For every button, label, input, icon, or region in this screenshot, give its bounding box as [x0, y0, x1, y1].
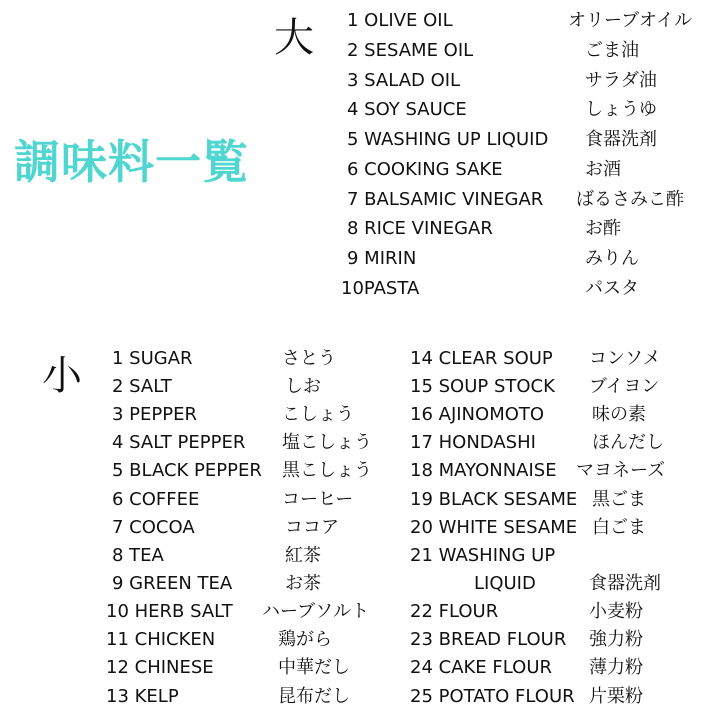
small-item-en: 9 GREEN TEA [112, 573, 233, 594]
large-item-ja: サラダ油 [585, 70, 657, 91]
small-item-en: 18 MAYONNAISE [410, 460, 557, 481]
small-item-ja: 黒こしょう [282, 460, 372, 481]
small-item-en: 22 FLOUR [410, 601, 499, 622]
small-item-ja: 昆布だし [278, 686, 350, 707]
large-item-ja: しょうゆ [585, 99, 657, 120]
small-item-ja: コンソメ [589, 348, 661, 369]
large-item-ja: 食器洗剤 [585, 129, 657, 150]
small-item-ja: コーヒー [282, 489, 354, 510]
small-item-en: 16 AJINOMOTO [410, 404, 545, 425]
small-item-en: 17 HONDASHI [410, 432, 536, 453]
small-item-en: 20 WHITE SESAME [410, 517, 578, 538]
small-item-ja: 薄力粉 [589, 657, 643, 678]
small-item-ja: 黒ごま [592, 489, 646, 510]
small-item-en: 2 SALT [112, 376, 172, 397]
large-item-ja: オリーブオイル [568, 10, 693, 31]
large-item-en: 4 SOY SAUCE [347, 99, 467, 120]
large-item-en: 1 OLIVE OIL [347, 10, 453, 31]
small-item-ja: 食器洗剤 [589, 573, 661, 594]
large-item-en: 8 RICE VINEGAR [347, 218, 493, 239]
small-item-ja: さとう [282, 348, 336, 369]
small-item-ja: 鶏がら [278, 629, 332, 650]
small-item-ja: ほんだし [592, 432, 664, 453]
small-item-ja: ブイヨン [589, 376, 660, 397]
small-item-en: 24 CAKE FLOUR [410, 657, 552, 678]
small-item-en: 11 CHICKEN [106, 629, 216, 650]
small-item-en: 1 SUGAR [112, 348, 193, 369]
small-item-en: 14 CLEAR SOUP [410, 348, 553, 369]
small-item-ja: マヨネーズ [576, 460, 666, 481]
size-label-small: 小 [42, 353, 82, 399]
large-item-ja: ばるさみこ酢 [576, 189, 684, 210]
small-item-ja: お茶 [285, 573, 321, 594]
small-item-en: 10 HERB SALT [106, 601, 233, 622]
small-item-en: 6 COFFEE [112, 489, 200, 510]
small-item-ja: ハーブソルト [262, 601, 370, 622]
size-label-large: 大 [274, 15, 314, 61]
large-item-en: 5 WASHING UP LIQUID [347, 129, 549, 150]
large-item-en: 9 MIRIN [347, 248, 417, 269]
large-item-en: 3 SALAD OIL [347, 70, 461, 91]
small-item-ja: 塩こしょう [282, 432, 372, 453]
large-item-en: 7 BALSAMIC VINEGAR [347, 189, 544, 210]
small-item-ja: 小麦粉 [589, 601, 643, 622]
small-item-en: 3 PEPPER [112, 404, 197, 425]
small-item-en: 19 BLACK SESAME [410, 489, 578, 510]
small-item-en: 25 POTATO FLOUR [410, 686, 575, 707]
large-item-ja: みりん [585, 248, 639, 269]
small-item-en: 4 SALT PEPPER [112, 432, 246, 453]
small-item-ja: 味の素 [592, 404, 646, 425]
small-item-en: LIQUID [474, 573, 536, 594]
small-item-en: 21 WASHING UP [410, 545, 556, 566]
large-item-ja: ごま油 [585, 40, 639, 61]
small-item-ja: 片栗粉 [589, 686, 643, 707]
small-item-ja: 強力粉 [589, 629, 643, 650]
small-item-en: 5 BLACK PEPPER [112, 460, 262, 481]
small-item-ja: ココア [285, 517, 339, 538]
large-item-ja: パスタ [585, 278, 639, 299]
small-item-ja: こしょう [282, 404, 354, 425]
small-item-en: 23 BREAD FLOUR [410, 629, 567, 650]
small-item-ja: 白ごま [592, 517, 646, 538]
small-item-ja: しお [285, 376, 321, 397]
large-item-en: 6 COOKING SAKE [347, 159, 503, 180]
large-item-en: 2 SESAME OIL [347, 40, 474, 61]
large-item-ja: お酢 [585, 218, 621, 239]
small-item-en: 7 COCOA [112, 517, 195, 538]
small-item-en: 12 CHINESE [106, 657, 214, 678]
large-item-ja: お酒 [585, 159, 621, 180]
large-item-en: 10PASTA [341, 278, 420, 299]
page-title: 調味料一覧 [14, 135, 249, 189]
small-item-en: 8 TEA [112, 545, 164, 566]
small-item-ja: 紅茶 [285, 545, 321, 566]
small-item-en: 13 KELP [106, 686, 179, 707]
small-item-en: 15 SOUP STOCK [410, 376, 555, 397]
small-item-ja: 中華だし [278, 657, 350, 678]
